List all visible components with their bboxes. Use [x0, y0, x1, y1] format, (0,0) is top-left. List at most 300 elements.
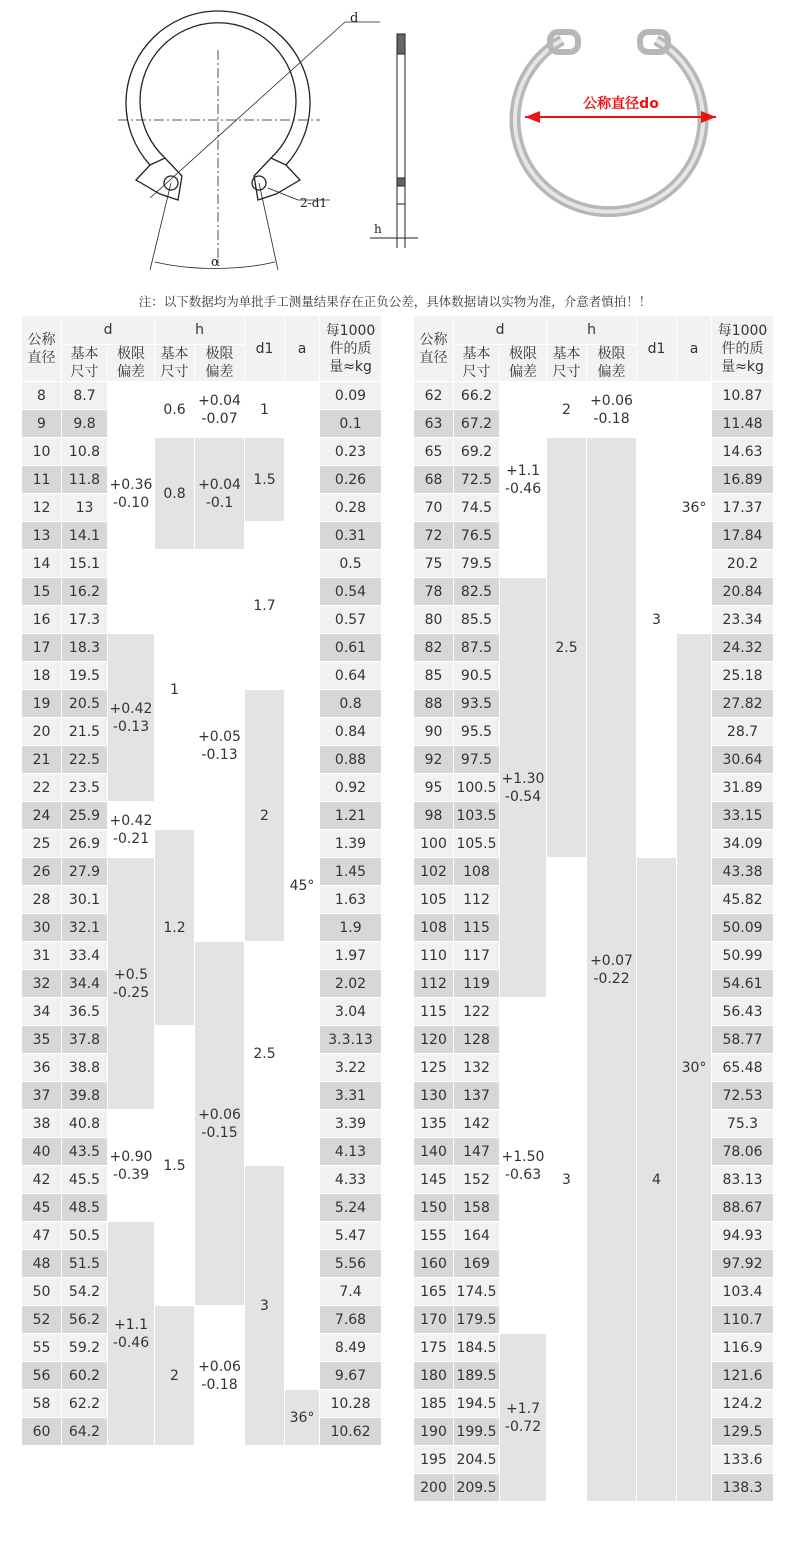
cell-dtol: +0.90 -0.39	[108, 1110, 155, 1222]
header-a: a	[677, 316, 712, 382]
cell-nominal: 28	[22, 886, 62, 914]
cell-nominal: 32	[22, 970, 62, 998]
cell-mass: 0.64	[320, 662, 382, 690]
cell-nominal: 16	[22, 606, 62, 634]
cell-nominal: 37	[22, 1082, 62, 1110]
header-a: a	[285, 316, 320, 382]
cell-d-basic: 117	[454, 942, 500, 970]
cell-nominal: 105	[414, 886, 454, 914]
cell-mass: 10.62	[320, 1418, 382, 1446]
header-d-tol: 极限 偏差	[500, 345, 547, 382]
cell-d1: 1.7	[245, 522, 285, 690]
cell-mass: 0.31	[320, 522, 382, 550]
cell-mass: 5.47	[320, 1222, 382, 1250]
cell-d-basic: 66.2	[454, 382, 500, 410]
cell-d-basic: 128	[454, 1026, 500, 1054]
cell-d1: 3	[245, 1166, 285, 1446]
cell-d-basic: 164	[454, 1222, 500, 1250]
ring-side-view	[370, 34, 418, 248]
cell-mass: 33.15	[712, 802, 774, 830]
cell-d-basic: 158	[454, 1194, 500, 1222]
cell-nominal: 30	[22, 914, 62, 942]
cell-nominal: 60	[22, 1418, 62, 1446]
header-h-basic: 基本 尺寸	[155, 345, 195, 382]
cell-nominal: 62	[414, 382, 454, 410]
cell-d-basic: 62.2	[62, 1390, 108, 1418]
cell-nominal: 170	[414, 1306, 454, 1334]
cell-d-basic: 38.8	[62, 1054, 108, 1082]
cell-nominal: 18	[22, 662, 62, 690]
cell-d-basic: 112	[454, 886, 500, 914]
cell-mass: 17.37	[712, 494, 774, 522]
cell-d-basic: 179.5	[454, 1306, 500, 1334]
cell-mass: 0.09	[320, 382, 382, 410]
header-nominal: 公称 直径	[414, 316, 454, 382]
cell-mass: 1.21	[320, 802, 382, 830]
cell-d-basic: 15.1	[62, 550, 108, 578]
cell-mass: 50.09	[712, 914, 774, 942]
cell-d-basic: 45.5	[62, 1166, 108, 1194]
cell-nominal: 19	[22, 690, 62, 718]
cell-a: 30°	[677, 634, 712, 1502]
cell-nominal: 40	[22, 1138, 62, 1166]
cell-mass: 4.33	[320, 1166, 382, 1194]
cell-d-basic: 204.5	[454, 1446, 500, 1474]
cell-d-basic: 103.5	[454, 802, 500, 830]
cell-d-basic: 85.5	[454, 606, 500, 634]
cell-d-basic: 147	[454, 1138, 500, 1166]
cell-d-basic: 39.8	[62, 1082, 108, 1110]
header-d1: d1	[245, 316, 285, 382]
cell-d-basic: 32.1	[62, 914, 108, 942]
cell-mass: 56.43	[712, 998, 774, 1026]
cell-mass: 1.9	[320, 914, 382, 942]
cell-d-basic: 209.5	[454, 1474, 500, 1502]
table-row	[414, 382, 774, 410]
cell-a: 36°	[677, 382, 712, 634]
drawing-label-d1: 2-d1	[300, 196, 328, 210]
header-h: h	[547, 316, 637, 345]
cell-d-basic: 90.5	[454, 662, 500, 690]
cell-d1: 2	[245, 690, 285, 942]
cell-d-basic: 60.2	[62, 1362, 108, 1390]
cell-nominal: 130	[414, 1082, 454, 1110]
cell-htol: +0.07 -0.22	[587, 438, 637, 1502]
cell-mass: 16.89	[712, 466, 774, 494]
cell-mass: 0.26	[320, 466, 382, 494]
cell-dtol	[108, 550, 155, 634]
cell-mass: 0.88	[320, 746, 382, 774]
cell-d-basic: 54.2	[62, 1278, 108, 1306]
cell-d-basic: 21.5	[62, 718, 108, 746]
header-d-basic: 基本 尺寸	[454, 345, 500, 382]
header-d: d	[454, 316, 547, 345]
cell-mass: 17.84	[712, 522, 774, 550]
cell-mass: 8.49	[320, 1334, 382, 1362]
cell-d-basic: 20.5	[62, 690, 108, 718]
cell-hbasic: 1.5	[155, 1026, 195, 1306]
cell-nominal: 15	[22, 578, 62, 606]
cell-nominal: 48	[22, 1250, 62, 1278]
header-h: h	[155, 316, 245, 345]
cell-d-basic: 184.5	[454, 1334, 500, 1362]
cell-nominal: 80	[414, 606, 454, 634]
cell-d-basic: 105.5	[454, 830, 500, 858]
header-d-tol: 极限 偏差	[108, 345, 155, 382]
cell-nominal: 17	[22, 634, 62, 662]
table-row	[22, 438, 382, 466]
cell-mass: 10.28	[320, 1390, 382, 1418]
cell-nominal: 25	[22, 830, 62, 858]
cell-nominal: 135	[414, 1110, 454, 1138]
cell-mass: 97.92	[712, 1250, 774, 1278]
cell-d-basic: 8.7	[62, 382, 108, 410]
cell-d1: 1	[245, 382, 285, 438]
cell-d-basic: 50.5	[62, 1222, 108, 1250]
cell-d-basic: 17.3	[62, 606, 108, 634]
cell-d-basic: 119	[454, 970, 500, 998]
cell-mass: 31.89	[712, 774, 774, 802]
cell-d-basic: 40.8	[62, 1110, 108, 1138]
cell-mass: 78.06	[712, 1138, 774, 1166]
cell-d-basic: 115	[454, 914, 500, 942]
cell-d-basic: 72.5	[454, 466, 500, 494]
cell-nominal: 140	[414, 1138, 454, 1166]
cell-mass: 54.61	[712, 970, 774, 998]
cell-nominal: 8	[22, 382, 62, 410]
header-h-tol: 极限 偏差	[587, 345, 637, 382]
cell-mass: 0.1	[320, 410, 382, 438]
cell-nominal: 75	[414, 550, 454, 578]
cell-mass: 133.6	[712, 1446, 774, 1474]
cell-d-basic: 74.5	[454, 494, 500, 522]
cell-mass: 72.53	[712, 1082, 774, 1110]
cell-nominal: 100	[414, 830, 454, 858]
cell-mass: 3.31	[320, 1082, 382, 1110]
cell-mass: 0.54	[320, 578, 382, 606]
cell-nominal: 21	[22, 746, 62, 774]
spec-table-left	[21, 315, 382, 1446]
cell-nominal: 58	[22, 1390, 62, 1418]
cell-mass: 0.8	[320, 690, 382, 718]
spec-table-right	[413, 315, 774, 1502]
cell-d-basic: 9.8	[62, 410, 108, 438]
cell-d1: 2.5	[245, 942, 285, 1166]
cell-mass: 0.5	[320, 550, 382, 578]
cell-nominal: 98	[414, 802, 454, 830]
table-row	[22, 1306, 382, 1334]
cell-mass: 124.2	[712, 1390, 774, 1418]
cell-htol: +0.04 -0.1	[195, 438, 245, 550]
cell-nominal: 190	[414, 1418, 454, 1446]
header-nominal: 公称 直径	[22, 316, 62, 382]
cell-mass: 1.63	[320, 886, 382, 914]
cell-nominal: 78	[414, 578, 454, 606]
cell-d1: 1.5	[245, 438, 285, 522]
cell-nominal: 55	[22, 1334, 62, 1362]
table-row	[414, 438, 774, 466]
cell-a: 45°	[285, 382, 320, 1390]
drawing-label-d: d	[350, 11, 359, 26]
cell-d-basic: 25.9	[62, 802, 108, 830]
cell-dtol: +1.1 -0.46	[500, 382, 547, 578]
cell-mass: 25.18	[712, 662, 774, 690]
cell-nominal: 95	[414, 774, 454, 802]
cell-mass: 7.68	[320, 1306, 382, 1334]
cell-nominal: 180	[414, 1362, 454, 1390]
cell-d-basic: 37.8	[62, 1026, 108, 1054]
cell-mass: 10.87	[712, 382, 774, 410]
cell-nominal: 110	[414, 942, 454, 970]
cell-mass: 88.67	[712, 1194, 774, 1222]
cell-mass: 0.61	[320, 634, 382, 662]
cell-d-basic: 43.5	[62, 1138, 108, 1166]
cell-d-basic: 10.8	[62, 438, 108, 466]
cell-d-basic: 26.9	[62, 830, 108, 858]
cell-mass: 20.2	[712, 550, 774, 578]
cell-nominal: 85	[414, 662, 454, 690]
cell-dtol: +0.42 -0.13	[108, 634, 155, 802]
cell-nominal: 13	[22, 522, 62, 550]
cell-a: 36°	[285, 1390, 320, 1446]
header-mass: 每1000 件的质 量≈kg	[320, 316, 382, 382]
cell-mass: 5.24	[320, 1194, 382, 1222]
cell-htol: +0.05 -0.13	[195, 550, 245, 942]
cell-nominal: 52	[22, 1306, 62, 1334]
cell-d-basic: 95.5	[454, 718, 500, 746]
cell-mass: 3.22	[320, 1054, 382, 1082]
cell-nominal: 38	[22, 1110, 62, 1138]
cell-nominal: 150	[414, 1194, 454, 1222]
cell-mass: 24.32	[712, 634, 774, 662]
cell-d-basic: 108	[454, 858, 500, 886]
cell-mass: 65.48	[712, 1054, 774, 1082]
cell-nominal: 11	[22, 466, 62, 494]
cell-nominal: 88	[414, 690, 454, 718]
cell-d-basic: 56.2	[62, 1306, 108, 1334]
cell-d-basic: 199.5	[454, 1418, 500, 1446]
cell-d-basic: 76.5	[454, 522, 500, 550]
cell-mass: 50.99	[712, 942, 774, 970]
cell-nominal: 36	[22, 1054, 62, 1082]
cell-nominal: 22	[22, 774, 62, 802]
cell-hbasic: 1	[155, 550, 195, 830]
cell-nominal: 102	[414, 858, 454, 886]
cell-nominal: 34	[22, 998, 62, 1026]
cell-nominal: 56	[22, 1362, 62, 1390]
cell-d-basic: 67.2	[454, 410, 500, 438]
cell-nominal: 120	[414, 1026, 454, 1054]
cell-d-basic: 137	[454, 1082, 500, 1110]
cell-nominal: 112	[414, 970, 454, 998]
cell-d-basic: 34.4	[62, 970, 108, 998]
cell-d1: 4	[637, 858, 677, 1502]
cell-mass: 27.82	[712, 690, 774, 718]
cell-d-basic: 13	[62, 494, 108, 522]
cell-nominal: 108	[414, 914, 454, 942]
cell-nominal: 165	[414, 1278, 454, 1306]
cell-d-basic: 30.1	[62, 886, 108, 914]
cell-mass: 129.5	[712, 1418, 774, 1446]
cell-hbasic: 2.5	[547, 438, 587, 858]
cell-mass: 110.7	[712, 1306, 774, 1334]
cell-nominal: 90	[414, 718, 454, 746]
cell-mass: 138.3	[712, 1474, 774, 1502]
cell-mass: 0.28	[320, 494, 382, 522]
cell-dtol: +1.1 -0.46	[108, 1222, 155, 1446]
cell-mass: 0.84	[320, 718, 382, 746]
cell-nominal: 50	[22, 1278, 62, 1306]
cell-mass: 34.09	[712, 830, 774, 858]
cell-mass: 1.45	[320, 858, 382, 886]
cell-nominal: 155	[414, 1222, 454, 1250]
cell-d-basic: 48.5	[62, 1194, 108, 1222]
cell-nominal: 31	[22, 942, 62, 970]
cell-mass: 0.57	[320, 606, 382, 634]
cell-d-basic: 14.1	[62, 522, 108, 550]
cell-mass: 7.4	[320, 1278, 382, 1306]
cell-mass: 14.63	[712, 438, 774, 466]
cell-dtol: +1.30 -0.54	[500, 578, 547, 998]
cell-nominal: 185	[414, 1390, 454, 1418]
cell-d-basic: 11.8	[62, 466, 108, 494]
cell-mass: 28.7	[712, 718, 774, 746]
cell-d-basic: 59.2	[62, 1334, 108, 1362]
cell-nominal: 20	[22, 718, 62, 746]
cell-d-basic: 100.5	[454, 774, 500, 802]
cell-nominal: 115	[414, 998, 454, 1026]
cell-d-basic: 64.2	[62, 1418, 108, 1446]
cell-d1: 3	[637, 382, 677, 858]
cell-mass: 3.04	[320, 998, 382, 1026]
cell-nominal: 175	[414, 1334, 454, 1362]
cell-d-basic: 132	[454, 1054, 500, 1082]
cell-mass: 116.9	[712, 1334, 774, 1362]
cell-d-basic: 36.5	[62, 998, 108, 1026]
table-row	[22, 942, 382, 970]
cell-mass: 23.34	[712, 606, 774, 634]
cell-dtol: +1.7 -0.72	[500, 1334, 547, 1502]
cell-nominal: 200	[414, 1474, 454, 1502]
cell-nominal: 68	[414, 466, 454, 494]
cell-nominal: 70	[414, 494, 454, 522]
cell-hbasic: 1.2	[155, 830, 195, 1026]
cell-dtol: +1.50 -0.63	[500, 998, 547, 1334]
cell-d-basic: 97.5	[454, 746, 500, 774]
cell-mass: 9.67	[320, 1362, 382, 1390]
cell-d-basic: 189.5	[454, 1362, 500, 1390]
cell-hbasic: 2	[155, 1306, 195, 1446]
cell-d-basic: 23.5	[62, 774, 108, 802]
drawing-label-h: h	[374, 222, 382, 236]
cell-d-basic: 27.9	[62, 858, 108, 886]
cell-d-basic: 18.3	[62, 634, 108, 662]
cell-nominal: 82	[414, 634, 454, 662]
cell-dtol	[108, 382, 155, 438]
dimension-lines	[118, 22, 380, 270]
cell-hbasic: 3	[547, 858, 587, 1502]
technical-drawing	[0, 0, 790, 290]
header-d: d	[62, 316, 155, 345]
cell-dtol: +0.36 -0.10	[108, 438, 155, 550]
cell-mass: 0.92	[320, 774, 382, 802]
cell-nominal: 9	[22, 410, 62, 438]
cell-dtol: +0.5 -0.25	[108, 858, 155, 1110]
cell-d-basic: 82.5	[454, 578, 500, 606]
cell-nominal: 195	[414, 1446, 454, 1474]
cell-d-basic: 152	[454, 1166, 500, 1194]
cell-nominal: 72	[414, 522, 454, 550]
cell-mass: 1.39	[320, 830, 382, 858]
cell-d-basic: 174.5	[454, 1278, 500, 1306]
cell-mass: 58.77	[712, 1026, 774, 1054]
cell-nominal: 65	[414, 438, 454, 466]
drawing-label-alpha: α	[211, 255, 220, 270]
cell-d-basic: 51.5	[62, 1250, 108, 1278]
cell-nominal: 10	[22, 438, 62, 466]
cell-htol: +0.06 -0.18	[587, 382, 637, 438]
table-row	[22, 382, 382, 410]
cell-hbasic: 2	[547, 382, 587, 438]
cell-dtol: +0.42 -0.21	[108, 802, 155, 858]
cell-nominal: 160	[414, 1250, 454, 1278]
cell-nominal: 145	[414, 1166, 454, 1194]
cell-nominal: 47	[22, 1222, 62, 1250]
cell-nominal: 42	[22, 1166, 62, 1194]
cell-hbasic: 0.8	[155, 438, 195, 550]
cell-nominal: 45	[22, 1194, 62, 1222]
header-d1: d1	[637, 316, 677, 382]
cell-d-basic: 122	[454, 998, 500, 1026]
cell-d-basic: 142	[454, 1110, 500, 1138]
table-row	[22, 550, 382, 578]
cell-mass: 0.23	[320, 438, 382, 466]
header-mass: 每1000 件的质 量≈kg	[712, 316, 774, 382]
ring-photo	[515, 32, 716, 212]
cell-mass: 3.3.13	[320, 1026, 382, 1054]
cell-d-basic: 79.5	[454, 550, 500, 578]
photo-label: 公称直径do	[583, 96, 659, 112]
header-h-tol: 极限 偏差	[195, 345, 245, 382]
cell-d-basic: 22.5	[62, 746, 108, 774]
cell-nominal: 63	[414, 410, 454, 438]
cell-mass: 103.4	[712, 1278, 774, 1306]
cell-mass: 11.48	[712, 410, 774, 438]
cell-d-basic: 194.5	[454, 1390, 500, 1418]
cell-htol: +0.04 -0.07	[195, 382, 245, 438]
cell-nominal: 35	[22, 1026, 62, 1054]
cell-nominal: 92	[414, 746, 454, 774]
cell-mass: 1.97	[320, 942, 382, 970]
cell-mass: 4.13	[320, 1138, 382, 1166]
cell-nominal: 26	[22, 858, 62, 886]
cell-mass: 43.38	[712, 858, 774, 886]
cell-mass: 3.39	[320, 1110, 382, 1138]
cell-mass: 30.64	[712, 746, 774, 774]
cell-d-basic: 19.5	[62, 662, 108, 690]
cell-d-basic: 87.5	[454, 634, 500, 662]
cell-d-basic: 93.5	[454, 690, 500, 718]
cell-mass: 45.82	[712, 886, 774, 914]
cell-nominal: 24	[22, 802, 62, 830]
cell-htol: +0.06 -0.15	[195, 942, 245, 1306]
cell-mass: 75.3	[712, 1110, 774, 1138]
cell-mass: 121.6	[712, 1362, 774, 1390]
cell-d-basic: 69.2	[454, 438, 500, 466]
cell-nominal: 125	[414, 1054, 454, 1082]
cell-mass: 94.93	[712, 1222, 774, 1250]
cell-d-basic: 33.4	[62, 942, 108, 970]
